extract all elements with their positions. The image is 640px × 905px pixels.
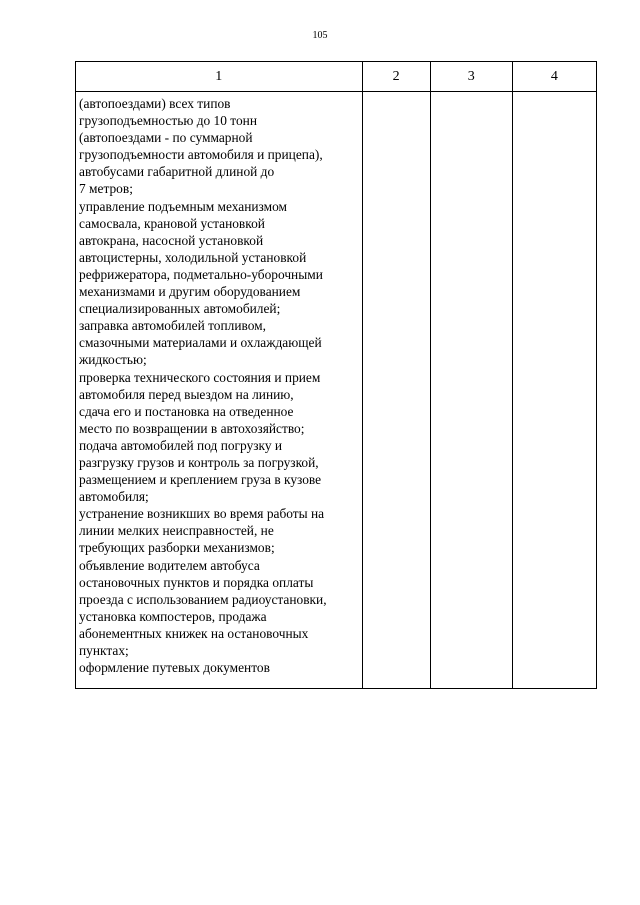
- text-line: пунктах;: [79, 643, 129, 658]
- text-line: проезда с использованием радиоустановки,: [79, 591, 327, 607]
- text-line: место по возвращении в автохозяйство;: [79, 420, 305, 436]
- text-line: 7 метров;: [79, 181, 133, 197]
- text-line: автомобиля перед выездом на линию,: [79, 386, 294, 402]
- text-line: смазочными материалами и охлаждающей: [79, 335, 322, 351]
- text-line: объявление водителем автобуса: [79, 557, 260, 573]
- text-line: грузоподъемности автомобиля и прицепа),: [79, 147, 323, 163]
- header-col-3: 3: [430, 62, 512, 92]
- text-line: автомобиля;: [79, 489, 149, 505]
- cell-col-2: [362, 92, 430, 689]
- table-row: [76, 92, 597, 689]
- text-line: разгрузку грузов и контроль за погрузкой,: [79, 454, 319, 470]
- text-line: требующих разборки механизмов;: [79, 540, 275, 556]
- text-line: устранение возникших во время работы на: [79, 506, 325, 522]
- text-line: автокрана, насосной установкой: [79, 232, 264, 248]
- cell-col-1: [76, 92, 363, 689]
- text-line: рефрижератора, подметально-уборочными: [79, 266, 323, 282]
- text-line: установка компостеров, продажа: [79, 608, 267, 624]
- text-line: линии мелких неисправностей, не: [79, 523, 274, 539]
- text-line: жидкостью;: [79, 352, 147, 368]
- text-line: проверка технического состояния и прием: [79, 369, 321, 385]
- document-table: [75, 61, 597, 689]
- text-line: оформление путевых документов: [79, 660, 270, 676]
- header-col-2: 2: [362, 62, 430, 92]
- text-line: специализированных автомобилей;: [79, 301, 281, 317]
- text-line: (автопоездами - по суммарной: [79, 130, 253, 146]
- text-line: (автопоездами) всех типов: [79, 96, 231, 111]
- job-duties-text: [76, 92, 362, 676]
- cell-col-3: [430, 92, 512, 689]
- text-line: абонементных книжек на остановочных: [79, 625, 309, 641]
- text-line: автоцистерны, холодильной установкой: [79, 249, 307, 265]
- text-line: остановочных пунктов и порядка оплаты: [79, 574, 314, 590]
- text-line: управление подъемным механизмом: [79, 198, 288, 214]
- text-line: самосвала, крановой установкой: [79, 215, 265, 231]
- text-line: сдача его и постановка на отведенное: [79, 403, 294, 419]
- header-col-4: 4: [512, 62, 596, 92]
- text-line: подача автомобилей под погрузку и: [79, 437, 283, 453]
- text-line: грузоподъемностью до 10 тонн: [79, 113, 257, 129]
- cell-col-4: [512, 92, 596, 689]
- header-col-1: 1: [76, 62, 363, 92]
- text-line: заправка автомобилей топливом,: [79, 318, 266, 334]
- page-number: 105: [312, 30, 328, 41]
- text-line: размещением и креплением груза в кузове: [79, 472, 322, 488]
- text-line: автобусами габаритной длиной до: [79, 164, 275, 180]
- table-header-row: [76, 62, 597, 92]
- text-line: механизмами и другим оборудованием: [79, 284, 301, 300]
